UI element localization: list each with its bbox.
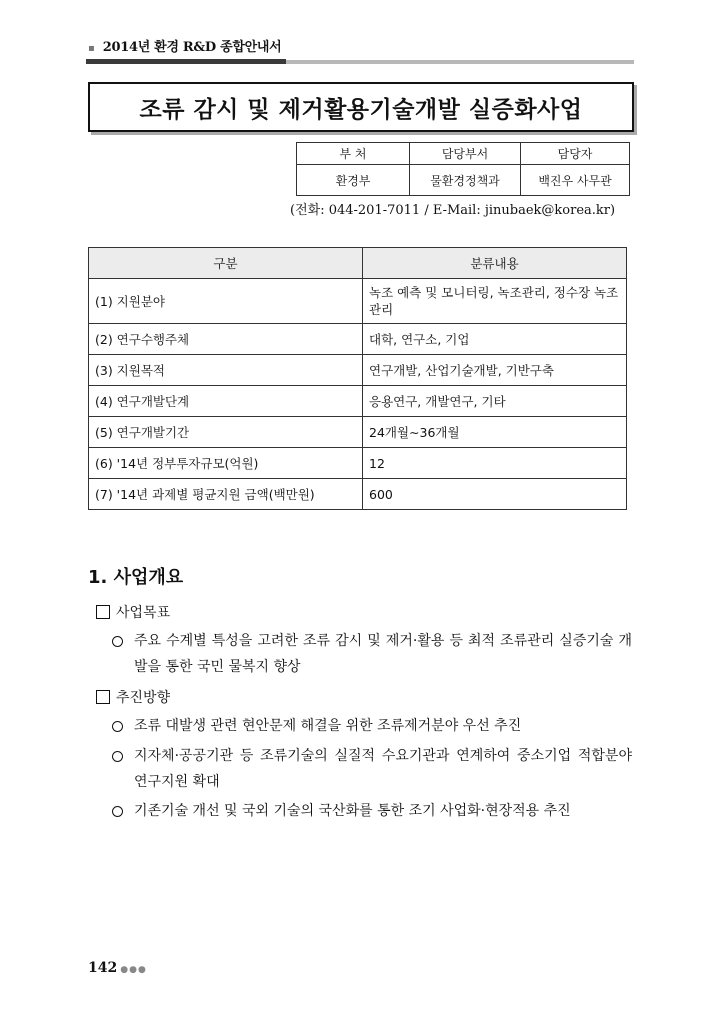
checkbox-square-icon: [96, 605, 110, 619]
header-rule-dark: [86, 59, 286, 64]
table-row: [89, 479, 627, 510]
list-item-text: 주요 수계별 특성을 고려한 조류 감시 및 제거·활용 등 최적 조류관리 실증기술 개발을 통한 국민 물복지 향상: [134, 633, 632, 675]
table-row: [89, 355, 627, 386]
classification-table: [88, 247, 627, 510]
contact-ministry: 환경부: [297, 165, 410, 196]
list-item-text: 기존기술 개선 및 국외 기술의 국산화를 통한 조기 사업화·현장적용 추진: [134, 803, 571, 819]
header-rule-light: [286, 60, 634, 64]
row-key: (3) 지원목적: [89, 355, 363, 386]
row-value: 녹조 예측 및 모니터링, 녹조관리, 정수장 녹조관리: [363, 279, 627, 324]
list-item: [112, 713, 632, 739]
contact-person: 백진우 사무관: [521, 165, 630, 196]
goal-heading: [96, 602, 636, 622]
contact-header-dept: 담당부서: [410, 143, 521, 165]
row-key: (7) '14년 과제별 평균지원 금액(백만원): [89, 479, 363, 510]
table-row: [89, 279, 627, 324]
page-number: 142: [88, 960, 118, 976]
list-item: [112, 628, 632, 680]
circle-bullet-icon: [112, 751, 123, 762]
row-value: 12: [363, 448, 627, 479]
contact-header-person: 담당자: [521, 143, 630, 165]
circle-bullet-icon: [112, 806, 123, 817]
row-key: (2) 연구수행주체: [89, 324, 363, 355]
list-item: [112, 743, 632, 795]
circle-bullet-icon: [112, 636, 123, 647]
page-footer: [88, 960, 147, 976]
row-value: 연구개발, 산업기술개발, 기반구축: [363, 355, 627, 386]
table-row: [89, 417, 627, 448]
row-value: 대학, 연구소, 기업: [363, 324, 627, 355]
table-row: [89, 386, 627, 417]
running-title: 2014년 환경 R&D 종합안내서: [102, 40, 282, 55]
footer-dots: ●●●: [120, 965, 147, 975]
row-value: 응용연구, 개발연구, 기타: [363, 386, 627, 417]
direction-heading: [96, 687, 636, 707]
direction-heading-label: 추진방향: [116, 690, 171, 706]
list-item: [112, 798, 632, 824]
row-key: (6) '14년 정부투자규모(억원): [89, 448, 363, 479]
goal-list: [96, 628, 636, 682]
goal-heading-label: 사업목표: [116, 605, 171, 621]
bullet-icon: ▪: [88, 43, 95, 54]
row-key: (4) 연구개발단계: [89, 386, 363, 417]
contact-table: [296, 142, 630, 196]
checkbox-square-icon: [96, 690, 110, 704]
list-item-text: 지자체·공공기관 등 조류기술의 실질적 수요기관과 연계하여 중소기업 적합분야 연구지원 확대: [134, 748, 632, 790]
page-title-box: [88, 82, 634, 132]
row-value: 600: [363, 479, 627, 510]
list-item-text: 조류 대발생 관련 현안문제 해결을 위한 조류제거분야 우선 추진: [134, 718, 522, 734]
table-row: [89, 324, 627, 355]
row-key: (5) 연구개발기간: [89, 417, 363, 448]
table-header-content: 분류내용: [363, 248, 627, 279]
running-header: [88, 36, 281, 55]
contact-header-ministry: 부 처: [297, 143, 410, 165]
contact-info: (전화: 044-201-7011 / E-Mail: jinubaek@korea.kr): [290, 203, 616, 218]
table-header-category: 구분: [89, 248, 363, 279]
row-key: (1) 지원분야: [89, 279, 363, 324]
section-heading: 1. 사업개요: [88, 567, 184, 588]
contact-dept: 물환경정책과: [410, 165, 521, 196]
circle-bullet-icon: [112, 721, 123, 732]
row-value: 24개월∼36개월: [363, 417, 627, 448]
direction-list: [96, 713, 636, 863]
page-title: 조류 감시 및 제거활용기술개발 실증화사업: [139, 96, 583, 123]
table-row: [89, 448, 627, 479]
